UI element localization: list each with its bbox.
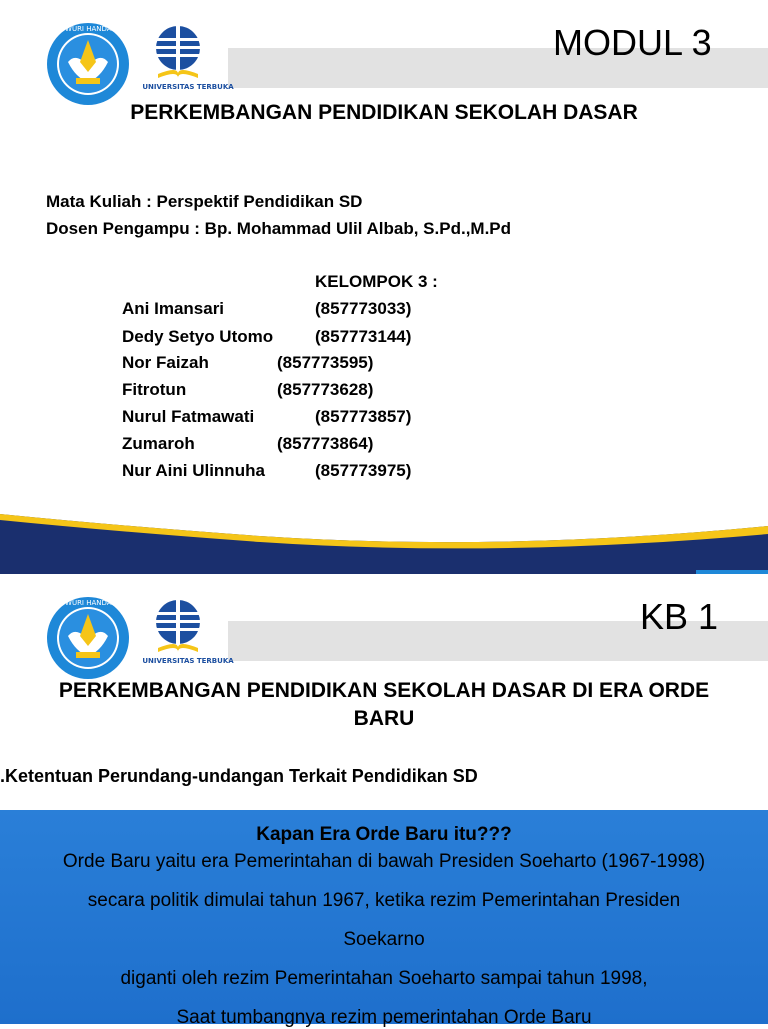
section-subheading: .Ketentuan Perundang-undangan Terkait Pendidikan SD	[0, 766, 478, 786]
slide-title-line-1: PERKEMBANGAN PENDIDIKAN SEKOLAH DASAR DI ERA ORDE	[58, 679, 710, 702]
body-line: diganti oleh rezim Pemerintahan Soeharto sampai tahun 1998,	[120, 968, 648, 989]
universitas-terbuka-logo	[142, 596, 234, 666]
ut-logo-text: UNIVERSITAS TERBUKA	[142, 83, 234, 91]
slide-label: KB 1	[640, 596, 719, 637]
body-line: Soekarno	[343, 929, 425, 950]
group-heading: KELOMPOK 3 :	[315, 272, 438, 291]
member-nim: (857773975)	[315, 461, 412, 480]
tut-wuri-handayani-logo	[46, 596, 130, 680]
member-name: Ani Imansari	[122, 299, 225, 318]
tut-logo-text: TUT WURI HANDAYANI	[49, 25, 127, 33]
member-name: Fitrotun	[122, 380, 187, 399]
slide-title: PERKEMBANGAN PENDIDIKAN SEKOLAH DASAR	[130, 101, 638, 124]
member-name: Zumaroh	[122, 434, 195, 453]
body-line: Orde Baru yaitu era Pemerintahan di bawah Presiden Soeharto (1967-1998)	[62, 851, 706, 872]
slide-label: MODUL 3	[553, 22, 712, 63]
member-name: Nur Aini Ulinnuha	[122, 461, 265, 480]
slide-kb-1	[0, 574, 768, 1028]
course-row: Mata Kuliah : Perspektif Pendidikan SD	[46, 192, 363, 211]
footer-swoosh	[0, 512, 768, 574]
tut-logo-text: TUT WURI HANDAYANI	[49, 599, 127, 607]
member-nim: (857773857)	[315, 407, 412, 426]
question-heading: Kapan Era Orde Baru itu???	[256, 824, 512, 845]
ut-logo-text: UNIVERSITAS TERBUKA	[142, 657, 234, 665]
member-name: Nor Faizah	[122, 353, 209, 372]
member-name: Dedy Setyo Utomo	[122, 327, 274, 346]
tut-wuri-handayani-logo	[46, 22, 130, 106]
content-box	[0, 810, 768, 1028]
body-line: secara politik dimulai tahun 1967, ketika rezim Pemerintahan Presiden	[87, 890, 681, 911]
member-nim: (857773864)	[277, 434, 374, 453]
member-name: Nurul Fatmawati	[122, 407, 255, 426]
slide-title-line-2: BARU	[353, 707, 415, 730]
member-nim: (857773628)	[277, 380, 374, 399]
body-line: Saat tumbangnya rezim pemerintahan Orde Baru	[176, 1007, 592, 1028]
lecturer-row: Dosen Pengampu : Bp. Mohammad Ulil Albab, S.Pd.,M.Pd	[46, 219, 512, 238]
member-nim: (857773595)	[277, 353, 374, 372]
universitas-terbuka-logo	[142, 22, 234, 92]
member-nim: (857773033)	[315, 299, 412, 318]
member-nim: (857773144)	[315, 327, 412, 346]
